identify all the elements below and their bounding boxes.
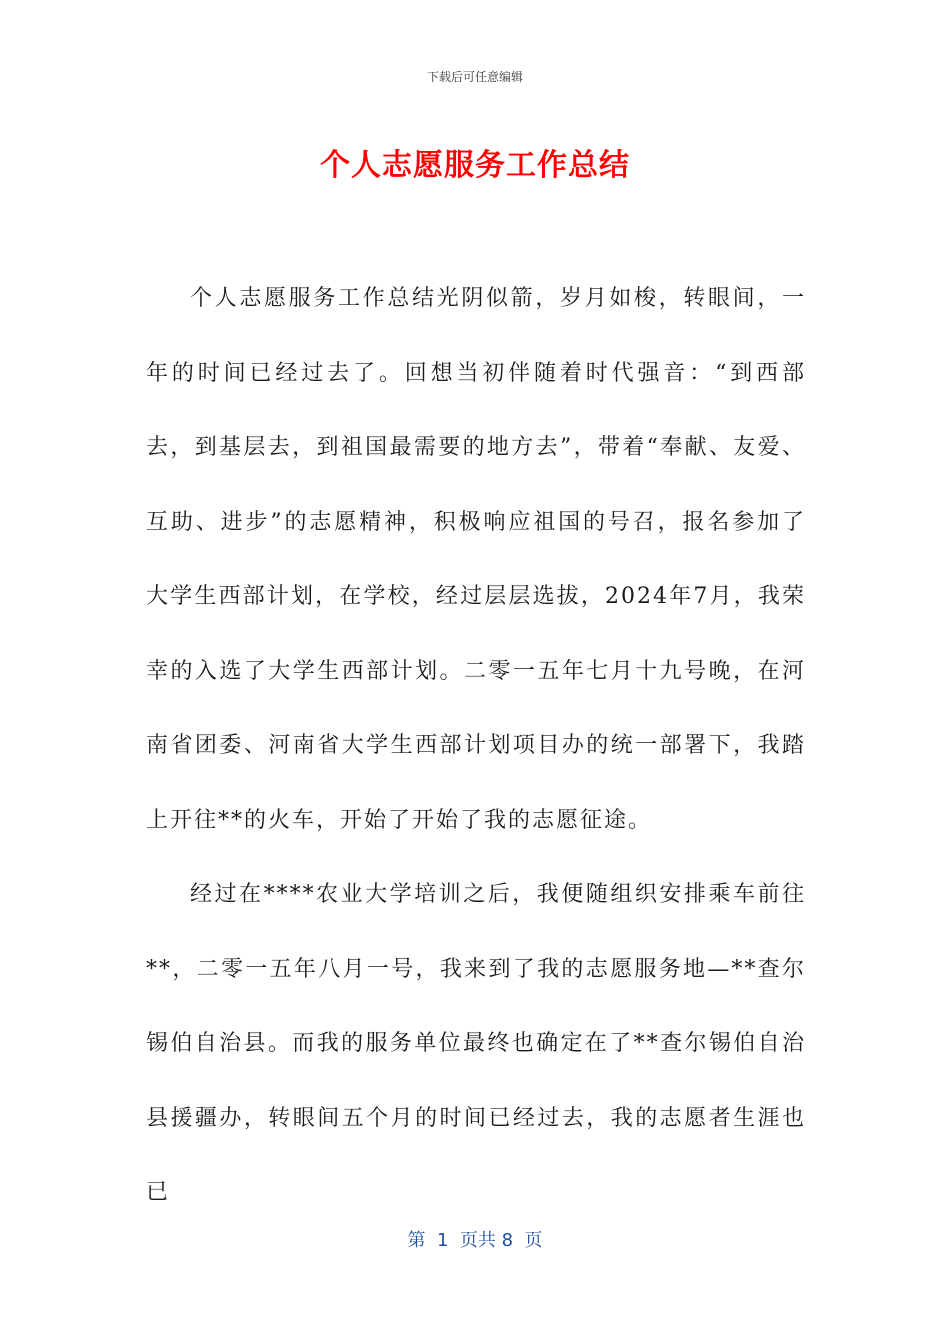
document-title: 个人志愿服务工作总结 (320, 148, 630, 183)
page-footer: 第 1 页共 8 页 (407, 1230, 543, 1251)
paragraph-2: 经过在****农业大学培训之后，我便随组织安排乘车前往**，二零一五年八月一号，我来到了我的志愿服务地—**查尔锡伯自治县。而我的服务单位最终也确定在了**查尔锡伯自治县援疆办，转眼间五个月的时间已经过去，我的志愿者生涯也已 (146, 882, 806, 1205)
header-note: 下载后可任意编辑 (426, 70, 523, 84)
document-body (146, 262, 806, 1231)
paragraph-1: 个人志愿服务工作总结光阴似箭，岁月如梭，转眼间，一年的时间已经过去了。回想当初伴随着时代强音：“到西部去，到基层去，到祖国最需要的地方去”，带着“奉献、友爱、互助、进步”的志愿精神，积极响应祖国的号召，报名参加了大学生西部计划，在学校，经过层层选拔，2024年7月，我荣幸的入选了大学生西部计划。二零一五年七月十九号晚，在河南省团委、河南省大学生西部计划项目办的统一部署下，我踏上开往**的火车，开始了开始了我的志愿征途。 (146, 286, 806, 833)
